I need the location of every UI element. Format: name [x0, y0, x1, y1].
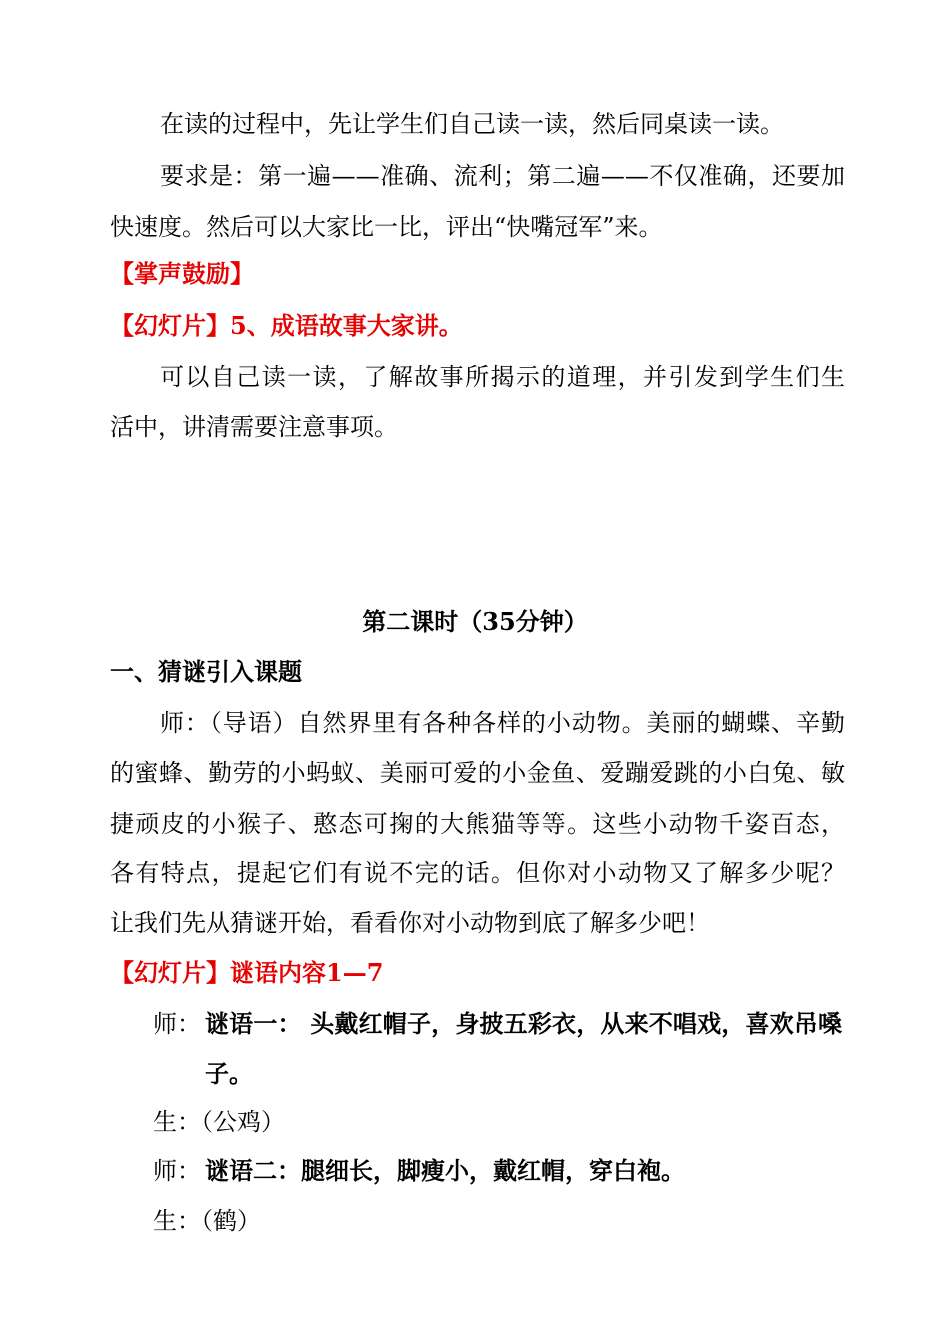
student-answer: 生：（鹤） — [153, 1207, 261, 1235]
paragraph-line: 师：（导语）自然界里有各种各样的小动物。美丽的蝴蝶、辛勤 — [160, 709, 845, 737]
speaker-label: 师： — [153, 1157, 201, 1185]
annotation-slide: 【幻灯片】谜语内容1—7 — [110, 958, 384, 987]
paragraph-line: 捷顽皮的小猴子、憨态可掬的大熊猫等等。这些小动物千姿百态， — [110, 810, 845, 838]
paragraph-line: 的蜜蜂、勤劳的小蚂蚁、美丽可爱的小金鱼、爱蹦爱跳的小白兔、敏 — [110, 759, 845, 787]
student-answer: 生：（公鸡） — [153, 1108, 285, 1136]
section-title: 一、猜谜引入课题 — [110, 657, 302, 686]
paragraph-line: 快速度。然后可以大家比一比，评出“快嘴冠军”来。 — [110, 213, 663, 241]
paragraph-line: 活中，讲清需要注意事项。 — [110, 413, 398, 441]
speaker-label: 师： — [153, 1010, 201, 1038]
riddle-text-continued: 子。 — [205, 1059, 253, 1088]
paragraph-line: 可以自己读一读，了解故事所揭示的道理，并引发到学生们生 — [160, 363, 845, 391]
paragraph-line: 要求是：第一遍——准确、流利；第二遍——不仅准确，还要加 — [160, 162, 845, 190]
paragraph-line: 让我们先从猜谜开始，看看你对小动物到底了解多少吧！ — [110, 909, 710, 937]
riddle-text: 谜语二：腿细长，脚瘦小，戴红帽，穿白袍。 — [205, 1156, 685, 1185]
lesson-heading: 第二课时（35分钟） — [362, 607, 588, 636]
annotation-slide: 【幻灯片】5、成语故事大家讲。 — [110, 311, 463, 340]
annotation-applause: 【掌声鼓励】 — [110, 259, 254, 288]
paragraph-line: 各有特点，提起它们有说不完的话。但你对小动物又了解多少呢？ — [110, 859, 845, 887]
riddle-text: 谜语一： 头戴红帽子，身披五彩衣，从来不唱戏，喜欢吊嗓 — [205, 1009, 842, 1038]
paragraph-line: 在读的过程中，先让学生们自己读一读，然后同桌读一读。 — [160, 110, 784, 138]
